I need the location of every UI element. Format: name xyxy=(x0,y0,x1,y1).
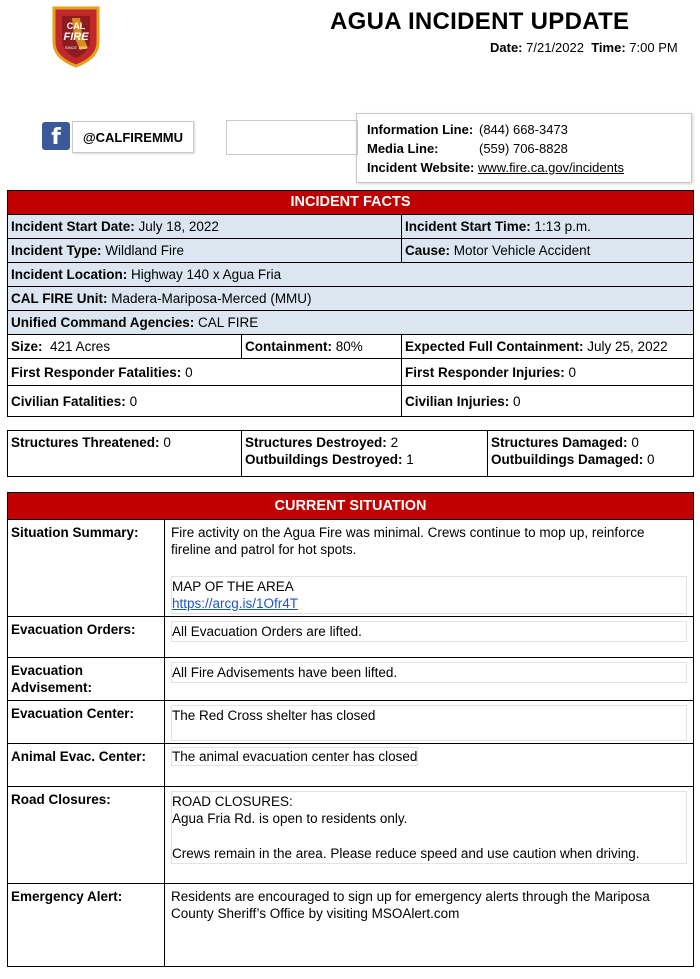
evac-adv-value: All Fire Advisements have been lifted. xyxy=(171,662,687,683)
agencies-value: CAL FIRE xyxy=(198,315,259,330)
evac-adv-cell xyxy=(165,658,694,701)
destroyed-value: 2 xyxy=(390,435,399,450)
fr-fatalities-value: 0 xyxy=(185,364,193,380)
incident-facts-table xyxy=(7,190,694,417)
media-line-value: (559) 706-8828 xyxy=(479,141,568,156)
evac-center-label: Evacuation Center: xyxy=(8,701,165,744)
agencies-label: Unified Command Agencies: xyxy=(11,315,195,330)
current-situation-heading: CURRENT SITUATION xyxy=(8,493,694,520)
road-heading: ROAD CLOSURES: xyxy=(172,794,293,809)
date-label: Date: xyxy=(490,40,523,55)
logo-text-top: CAL xyxy=(66,21,86,31)
incident-type-label: Incident Type: xyxy=(11,243,102,258)
empty-box xyxy=(226,120,358,155)
evac-center-value: The Red Cross shelter has closed xyxy=(171,705,687,741)
fr-injuries-cell xyxy=(402,359,694,386)
animal-cell xyxy=(165,744,694,787)
incident-facts-heading: INCIDENT FACTS xyxy=(8,191,694,215)
size-cell xyxy=(8,335,242,359)
cal-fire-logo xyxy=(50,4,102,68)
out-damaged-value: 0 xyxy=(647,452,655,467)
incident-type-cell xyxy=(8,239,402,263)
full-containment-value: July 25, 2022 xyxy=(587,339,668,354)
info-line-label: Information Line: xyxy=(367,122,474,137)
road-line1: Agua Fria Rd. is open to residents only. xyxy=(172,811,408,826)
alert-cell xyxy=(165,884,694,967)
alert-label: Emergency Alert: xyxy=(8,884,165,967)
facebook-icon[interactable]: f xyxy=(42,122,70,150)
evac-adv-label: Evacuation Advisement: xyxy=(8,658,165,701)
structures-table xyxy=(7,430,694,477)
threatened-value: 0 xyxy=(163,435,171,450)
damaged-label: Structures Damaged: xyxy=(491,435,628,450)
media-line-label: Media Line: xyxy=(367,141,439,156)
start-time-value: 1:13 p.m. xyxy=(534,219,591,234)
road-line2: Crews remain in the area. Please reduce speed and use caution when driving. xyxy=(172,846,640,861)
destroyed-cell xyxy=(242,431,488,477)
map-link[interactable]: https://arcg.is/1Ofr4T xyxy=(172,596,299,611)
containment-label: Containment: xyxy=(245,339,332,354)
summary-cell xyxy=(165,520,694,617)
unit-label: CAL FIRE Unit: xyxy=(11,291,108,306)
summary-text: Fire activity on the Agua Fire was minimal. Crews continue to mop up, reinforce fireline and patrol for hot spots. xyxy=(171,525,645,557)
website-link[interactable]: www.fire.ca.gov/incidents xyxy=(478,160,624,175)
start-date-value: July 18, 2022 xyxy=(138,219,219,234)
start-date-label: Incident Start Date: xyxy=(11,219,135,234)
facebook-handle[interactable]: @CALFIREMMU xyxy=(72,121,194,153)
animal-value: The animal evacuation center has closed xyxy=(172,749,418,764)
out-destroyed-value: 1 xyxy=(406,452,414,467)
fr-fatalities-label: First Responder Fatalities: xyxy=(11,364,182,380)
damaged-cell xyxy=(488,431,694,477)
agencies-cell xyxy=(8,311,694,335)
damaged-value: 0 xyxy=(631,435,639,450)
current-situation-table xyxy=(7,492,694,967)
threatened-label: Structures Threatened: xyxy=(11,435,160,450)
location-cell xyxy=(8,263,694,287)
page-title: AGUA INCIDENT UPDATE xyxy=(330,8,630,35)
time-label: Time: xyxy=(591,40,626,55)
start-time-label: Incident Start Time: xyxy=(405,219,531,234)
fr-fatalities-cell xyxy=(8,359,402,386)
road-cell xyxy=(165,787,694,884)
summary-label: Situation Summary: xyxy=(8,520,165,617)
logo-text-sub: SINCE 1885 xyxy=(64,45,88,50)
unit-value: Madera-Mariposa-Merced (MMU) xyxy=(111,291,312,306)
start-date-cell xyxy=(8,215,402,239)
cause-label: Cause: xyxy=(405,243,451,258)
time-value: 7:00 PM xyxy=(629,40,678,55)
cause-value: Motor Vehicle Accident xyxy=(453,243,591,258)
road-box xyxy=(171,791,687,864)
civ-fatalities-value: 0 xyxy=(129,393,138,409)
civ-injuries-cell xyxy=(402,386,694,417)
fr-injuries-value: 0 xyxy=(568,364,577,380)
out-damaged-label: Outbuildings Damaged: xyxy=(491,452,644,467)
incident-type-value: Wildland Fire xyxy=(105,243,185,258)
civ-fatalities-cell xyxy=(8,386,402,417)
logo-text-main: FIRE xyxy=(63,31,89,43)
cause-cell xyxy=(402,239,694,263)
containment-value: 80% xyxy=(335,339,363,354)
size-label: Size: xyxy=(11,339,43,354)
evac-orders-label: Evacuation Orders: xyxy=(8,617,165,658)
civ-injuries-value: 0 xyxy=(513,393,521,409)
civ-injuries-label: Civilian Injuries: xyxy=(405,393,510,409)
map-box xyxy=(171,576,687,614)
website-label: Incident Website: xyxy=(367,160,475,175)
alert-value: Residents are encouraged to sign up for emergency alerts through the Mariposa County Sheriff’s Office by visiting MSOAlert.com xyxy=(171,889,650,921)
animal-label: Animal Evac. Center: xyxy=(8,744,165,787)
map-label: MAP OF THE AREA xyxy=(172,579,294,594)
date-time-line xyxy=(490,40,678,55)
civ-fatalities-label: Civilian Fatalities: xyxy=(11,393,126,409)
fr-injuries-label: First Responder Injuries: xyxy=(405,364,565,380)
evac-center-cell xyxy=(165,701,694,744)
full-containment-label: Expected Full Containment: xyxy=(405,339,584,354)
info-line-value: (844) 668-3473 xyxy=(479,122,568,137)
containment-cell xyxy=(242,335,402,359)
contact-info-box xyxy=(356,113,692,183)
threatened-cell xyxy=(8,431,242,477)
road-label: Road Closures: xyxy=(8,787,165,884)
location-label: Incident Location: xyxy=(11,267,128,282)
destroyed-label: Structures Destroyed: xyxy=(245,435,387,450)
size-value: 421 Acres xyxy=(50,339,111,354)
out-destroyed-label: Outbuildings Destroyed: xyxy=(245,452,403,467)
full-containment-cell xyxy=(402,335,694,359)
unit-cell xyxy=(8,287,694,311)
date-value: 7/21/2022 xyxy=(526,40,584,55)
start-time-cell xyxy=(402,215,694,239)
evac-orders-cell xyxy=(165,617,694,658)
evac-orders-value: All Evacuation Orders are lifted. xyxy=(171,621,687,642)
location-value: Highway 140 x Agua Fria xyxy=(131,267,282,282)
